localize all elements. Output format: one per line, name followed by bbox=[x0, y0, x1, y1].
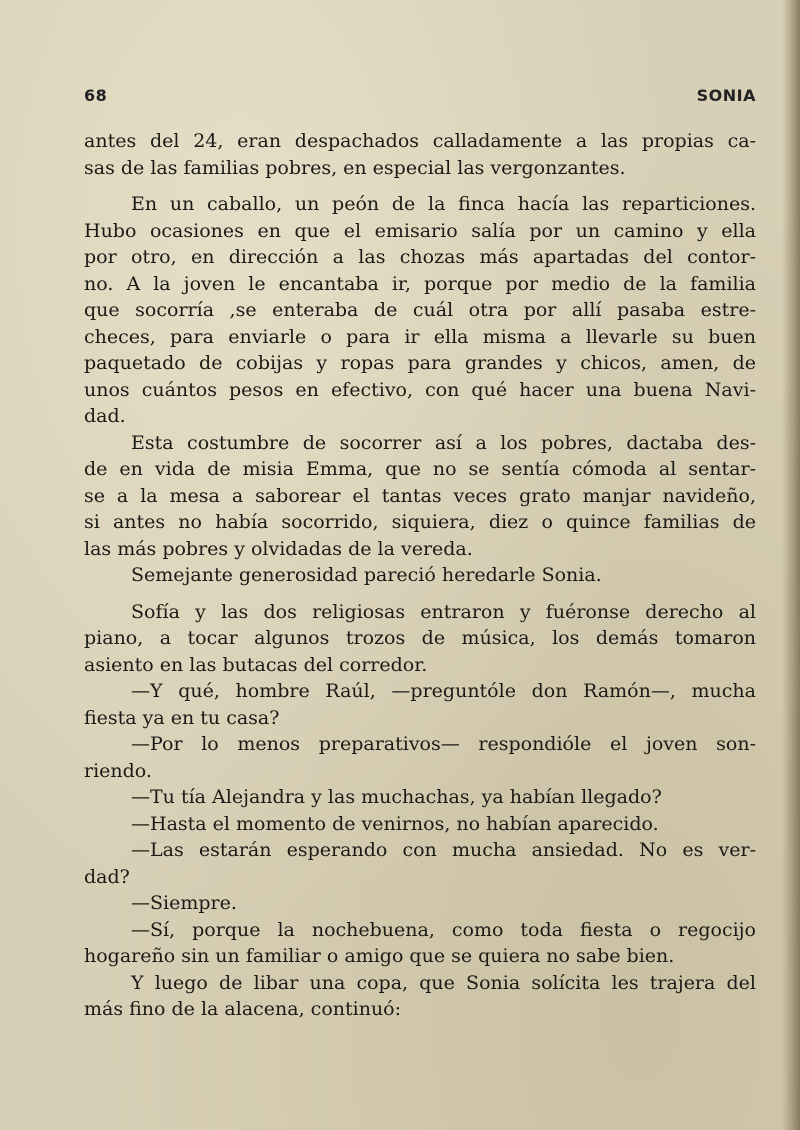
body-text bbox=[84, 128, 756, 1023]
text-line: fiesta ya en tu casa? bbox=[84, 706, 280, 729]
page-number: 68 bbox=[84, 86, 108, 105]
text-line: Hubo ocasiones en que el emisario salía por un camino y ella bbox=[84, 219, 756, 242]
text-line: dad. bbox=[84, 405, 126, 427]
text-line: dad? bbox=[84, 865, 130, 888]
text-line: Y luego de libar una copa, que Sonia solícita les trajera del bbox=[131, 971, 756, 994]
text-line: más fino de la alacena, continuó: bbox=[84, 998, 402, 1020]
text-line: unos cuántos pesos en efectivo, con qué hacer una buena Navi- bbox=[84, 378, 756, 401]
text-line: piano, a tocar algunos trozos de música, los demás tomaron bbox=[84, 627, 756, 649]
text-line: —Por lo menos preparativos— respondióle el joven son- bbox=[131, 733, 756, 755]
text-line: se a la mesa a saborear el tantas veces grato manjar navideño, bbox=[84, 484, 756, 507]
text-line: no. A la joven le encantaba ir, porque por medio de la familia bbox=[84, 272, 756, 295]
text-line: Sofía y las dos religiosas entraron y fuéronse derecho al bbox=[131, 600, 756, 623]
text-line: Esta costumbre de socorrer así a los pobres, dactaba des- bbox=[131, 431, 756, 454]
text-line: —Siempre. bbox=[131, 892, 237, 914]
text-line: riendo. bbox=[84, 759, 152, 782]
text-line: En un caballo, un peón de la finca hacía las reparticiones. bbox=[131, 193, 756, 215]
text-line: sas de las familias pobres, en especial las vergonzantes. bbox=[84, 156, 626, 179]
text-line: que socorría ,se enteraba de cuál otra por allí pasaba estre- bbox=[84, 299, 756, 321]
text-line: por otro, en dirección a las chozas más apartadas del contor- bbox=[84, 246, 756, 268]
page-edge-shadow bbox=[782, 0, 800, 1130]
text-line: las más pobres y olvidadas de la vereda. bbox=[84, 537, 473, 560]
text-line: —Las estarán esperando con mucha ansiedad. No es ver- bbox=[131, 839, 756, 861]
text-line: antes del 24, eran despachados calladamente a las propias ca- bbox=[84, 130, 756, 152]
text-line: —Sí, porque la nochebuena, como toda fiesta o regocijo bbox=[131, 918, 756, 941]
text-line: —Tu tía Alejandra y las muchachas, ya habían llegado? bbox=[131, 786, 662, 808]
text-line: hogareño sin un familiar o amigo que se quiera no sabe bien. bbox=[84, 945, 675, 967]
text-line: checes, para enviarle o para ir ella misma a llevarle su buen bbox=[84, 325, 756, 348]
page-header bbox=[84, 86, 756, 110]
running-title: SONIA bbox=[696, 86, 756, 105]
text-line: paquetado de cobijas y ropas para grandes y chicos, amen, de bbox=[84, 352, 756, 374]
text-line: —Y qué, hombre Raúl, —preguntóle don Ramón—, mucha bbox=[131, 680, 756, 702]
text-line: de en vida de misia Emma, que no se sentía cómoda al sentar- bbox=[84, 458, 756, 480]
text-line: asiento en las butacas del corredor. bbox=[84, 653, 428, 676]
text-line: Semejante generosidad pareció heredarle Sonia. bbox=[131, 564, 602, 586]
text-line: —Hasta el momento de venirnos, no habían aparecido. bbox=[131, 812, 659, 835]
text-line: si antes no había socorrido, siquiera, diez o quince familias de bbox=[84, 511, 756, 533]
